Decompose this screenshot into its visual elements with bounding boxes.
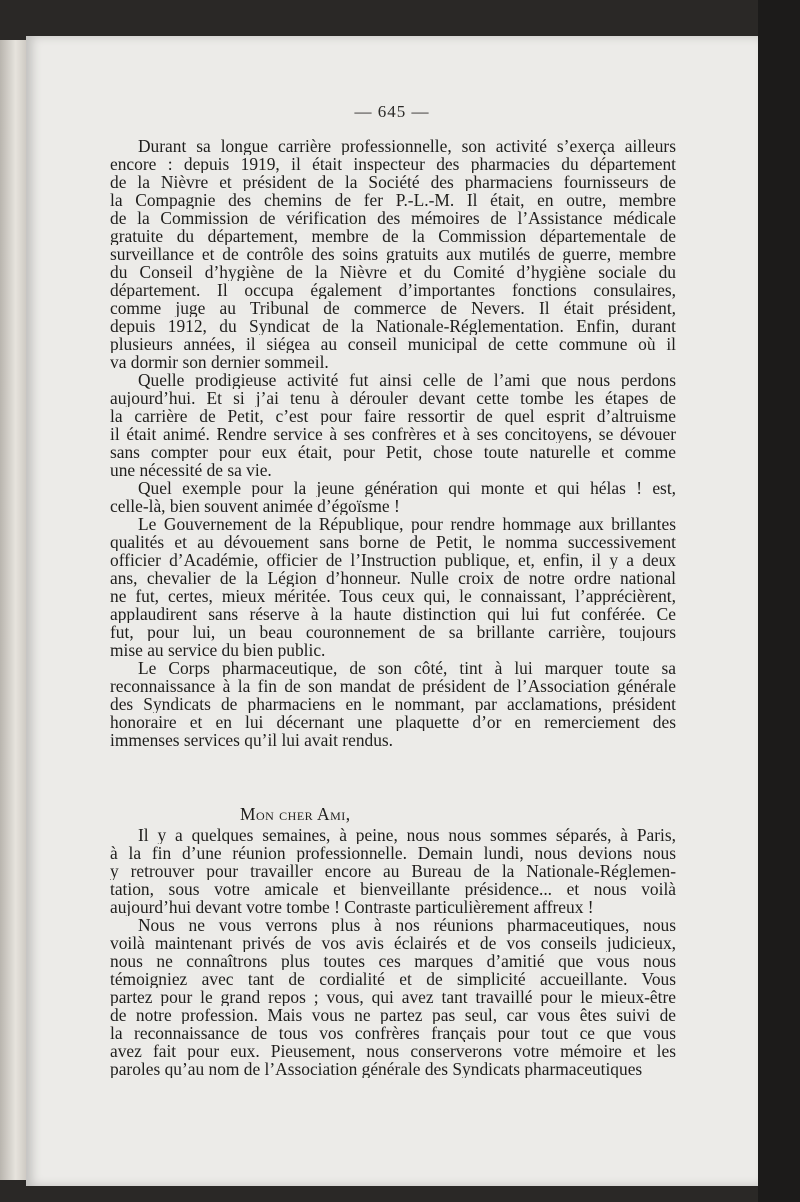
text-line: celle-là, bien souvent animée d’égoïsme ! bbox=[110, 497, 400, 515]
text-line: depuis 1912, du Syndicat de la Nationale-Réglementation. Enfin, durant bbox=[110, 317, 676, 335]
text-line: Le Gouvernement de la République, pour rendre hommage aux brillantes bbox=[138, 515, 676, 533]
text-line: partez pour le grand repos ; vous, qui avez tant travaillé pour le mieux-être bbox=[110, 988, 676, 1006]
paragraph bbox=[110, 916, 676, 1078]
salutation-text: Mon cher Ami, bbox=[240, 804, 351, 824]
text-line: une nécessité de sa vie. bbox=[110, 461, 272, 479]
text-line: Durant sa longue carrière professionnelle, son activité s’exerça ailleurs bbox=[138, 137, 676, 155]
text-line: officier d’Académie, officier de l’Instruction publique, et, enfin, il y a deux bbox=[110, 551, 676, 569]
text-line: reconnaissance à la fin de son mandat de président de l’Association générale bbox=[110, 677, 676, 695]
paragraph bbox=[110, 515, 676, 659]
paragraph bbox=[110, 659, 676, 749]
text-line: du Conseil d’hygiène de la Nièvre et du Comité d’hygiène sociale du bbox=[110, 263, 676, 281]
text-line: immenses services qu’il lui avait rendus. bbox=[110, 731, 394, 749]
salutation bbox=[240, 804, 351, 825]
text-line: sans compter pour eux était, pour Petit, chose toute naturelle et comme bbox=[110, 443, 676, 461]
text-line: Quelle prodigieuse activité fut ainsi celle de l’ami que nous perdons bbox=[138, 371, 676, 389]
text-line: honoraire et en lui décernant une plaquette d’or en remerciement des bbox=[110, 713, 676, 731]
text-line: qualités et au dévouement sans borne de Petit, le nomma successivement bbox=[110, 533, 676, 551]
text-line: va dormir son dernier sommeil. bbox=[110, 353, 329, 371]
text-line: la Compagnie des chemins de fer P.-L.-M. Il était, en outre, membre bbox=[110, 191, 676, 209]
text-line: de la Commission de vérification des mémoires de l’Assistance médicale bbox=[110, 209, 676, 227]
page-number: — 645 — bbox=[354, 102, 430, 121]
text-line: surveillance et de contrôle des soins gratuits aux mutilés de guerre, membre bbox=[110, 245, 676, 263]
text-line: de notre profession. Mais vous ne partez pas seul, car vous êtes suivi de bbox=[110, 1006, 676, 1024]
text-line: Le Corps pharmaceutique, de son côté, tint à lui marquer toute sa bbox=[138, 659, 676, 677]
text-line: plusieurs années, il siégea au conseil municipal de cette commune où il bbox=[110, 335, 676, 353]
text-line: ans, chevalier de la Légion d’honneur. Nulle croix de notre ordre national bbox=[110, 569, 676, 587]
text-line: Quel exemple pour la jeune génération qui monte et qui hélas ! est, bbox=[138, 479, 676, 497]
paragraph bbox=[110, 479, 676, 515]
text-line: la carrière de Petit, c’est pour faire ressortir de quel esprit d’altruisme bbox=[110, 407, 676, 425]
text-line: Il y a quelques semaines, à peine, nous nous sommes séparés, à Paris, bbox=[138, 826, 676, 844]
text-line: aujourd’hui devant votre tombe ! Contraste particulièrement affreux ! bbox=[110, 898, 594, 916]
text-line: tation, sous votre amicale et bienveillante présidence... et nous voilà bbox=[110, 880, 676, 898]
body-text-upper bbox=[110, 137, 676, 749]
paragraph bbox=[110, 826, 676, 916]
text-line: des Syndicats de pharmaciens en le nommant, par acclamations, président bbox=[110, 695, 676, 713]
text-line: encore : depuis 1919, il était inspecteur des pharmacies du département bbox=[110, 155, 676, 173]
text-line: département. Il occupa également d’importantes fonctions consulaires, bbox=[110, 281, 676, 299]
text-line: mise au service du bien public. bbox=[110, 641, 326, 659]
text-line: applaudirent sans réserve à la haute distinction qui lui fut conférée. Ce bbox=[110, 605, 676, 623]
text-line: comme juge au Tribunal de commerce de Nevers. Il était président, bbox=[110, 299, 676, 317]
adjacent-page-edge bbox=[0, 40, 26, 1180]
text-line: avez fait pour eux. Pieusement, nous conserverons votre mémoire et les bbox=[110, 1042, 676, 1060]
text-line: voilà maintenant privés de vos avis éclairés et de vos conseils judicieux, bbox=[110, 934, 676, 952]
text-line: témoigniez avec tant de cordialité et de simplicité accueillante. Vous bbox=[110, 970, 676, 988]
scan-background bbox=[758, 0, 800, 1202]
text-line: la reconnaissance de tous vos confrères français pour tout ce que vous bbox=[110, 1024, 676, 1042]
text-line: gratuite du département, membre de la Commission départementale de bbox=[110, 227, 676, 245]
text-line: il était animé. Rendre service à ses confrères et à ses concitoyens, se dévouer bbox=[110, 425, 676, 443]
text-line: de la Nièvre et président de la Société des pharmaciens fournisseurs de bbox=[110, 173, 676, 191]
text-line: fut, pour lui, un beau couronnement de sa brillante carrière, toujours bbox=[110, 623, 676, 641]
text-line: à la fin d’une réunion professionnelle. Demain lundi, nous devions nous bbox=[110, 844, 676, 862]
text-line: Nous ne vous verrons plus à nos réunions pharmaceutiques, nous bbox=[138, 916, 676, 934]
text-line: nous ne connaîtrons plus toutes ces marques d’amitié que vous nous bbox=[110, 952, 676, 970]
text-line: paroles qu’au nom de l’Association générale des Syndicats pharmaceutiques bbox=[110, 1060, 643, 1078]
text-line: y retrouver pour travailler encore au Bureau de la Nationale-Réglemen- bbox=[110, 862, 676, 880]
body-text-lower bbox=[110, 826, 676, 1078]
text-line: ne fut, certes, mieux méritée. Tous ceux qui, le connaissant, l’apprécièrent, bbox=[110, 587, 676, 605]
paragraph bbox=[110, 137, 676, 371]
text-line: aujourd’hui. Et si j’ai tenu à dérouler devant cette tombe les étapes de bbox=[110, 389, 676, 407]
paragraph bbox=[110, 371, 676, 479]
book-page bbox=[26, 36, 758, 1186]
